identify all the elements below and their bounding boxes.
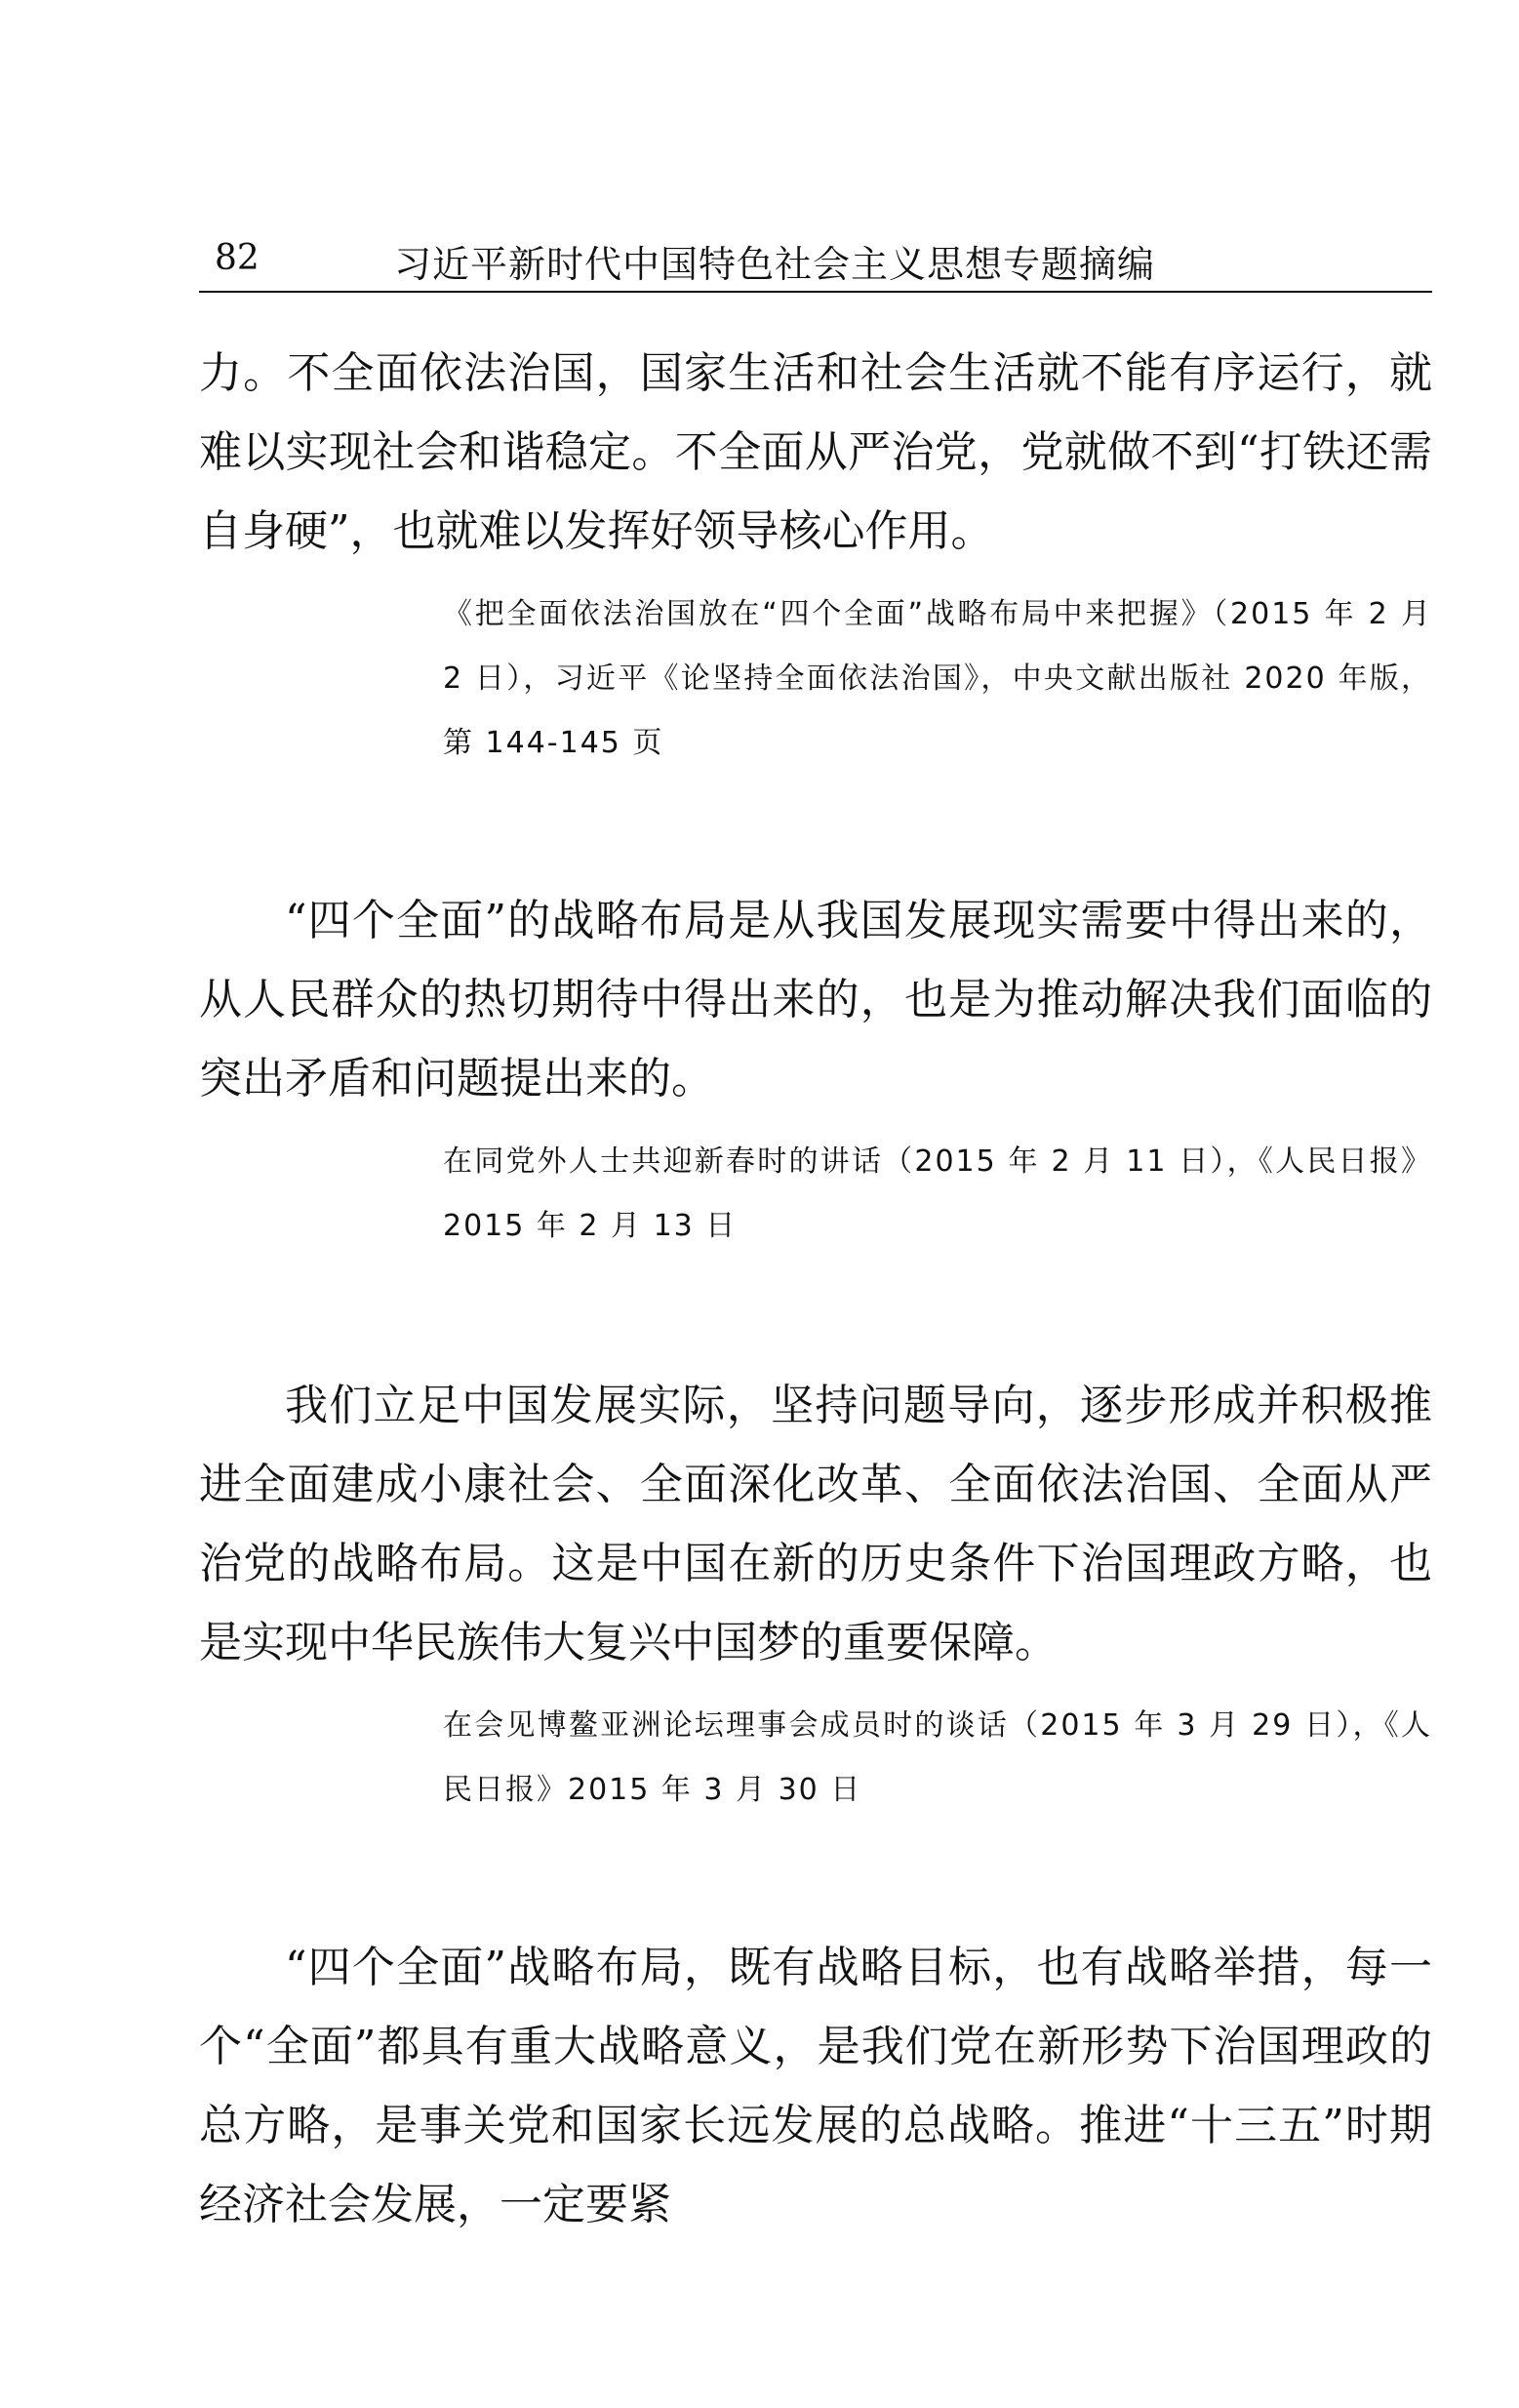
quote-source-citation: 在会见博鳌亚洲论坛理事会成员时的谈话（2015 年 3 月 29 日），《人民日报》2015 年 3 月 30 日: [443, 1708, 1432, 1807]
page-number: 82: [215, 238, 260, 278]
quote-source-citation: 《把全面依法治国放在“四个全面”战略布局中来把握》（2015 年 2 月 2 日），习近平《论坚持全面依法治国》，中央文献出版社 2020 年版，第 144-145 页: [443, 597, 1432, 760]
page-header: [199, 232, 1432, 293]
quote-paragraph: “四个全面”的战略布局是从我国发展现实需要中得出来的，从人民群众的热切期待中得出来的，也是为推动解决我们面临的突出矛盾和问题提出来的。: [199, 896, 1432, 1104]
page-body: [199, 334, 1432, 2244]
running-title: 习近平新时代中国特色社会主义思想专题摘编: [394, 243, 1156, 286]
header-rule: [199, 291, 1432, 293]
quote-paragraph: 我们立足中国发展实际，坚持问题导向，逐步形成并积极推进全面建成小康社会、全面深化改革、全面依法治国、全面从严治党的战略布局。这是中国在新的历史条件下治国理政方略，也是实现中华民族伟大复兴中国梦的重要保障。: [199, 1381, 1432, 1667]
quote-paragraph: “四个全面”战略布局，既有战略目标，也有战略举措，每一个“全面”都具有重大战略意义，是我们党在新形势下治国理政的总方略，是事关党和国家长远发展的总战略。推进“十三五”时期经济社会发展，一定要紧: [199, 1943, 1432, 2229]
quote-source-citation: 在同党外人士共迎新春时的讲话（2015 年 2 月 11 日），《人民日报》2015 年 2 月 13 日: [443, 1144, 1432, 1243]
quote-paragraph-continued: 力。不全面依法治国，国家生活和社会生活就不能有序运行，就难以实现社会和谐稳定。不全面从严治党，党就做不到“打铁还需自身硬”，也就难以发挥好领导核心作用。: [199, 348, 1432, 556]
